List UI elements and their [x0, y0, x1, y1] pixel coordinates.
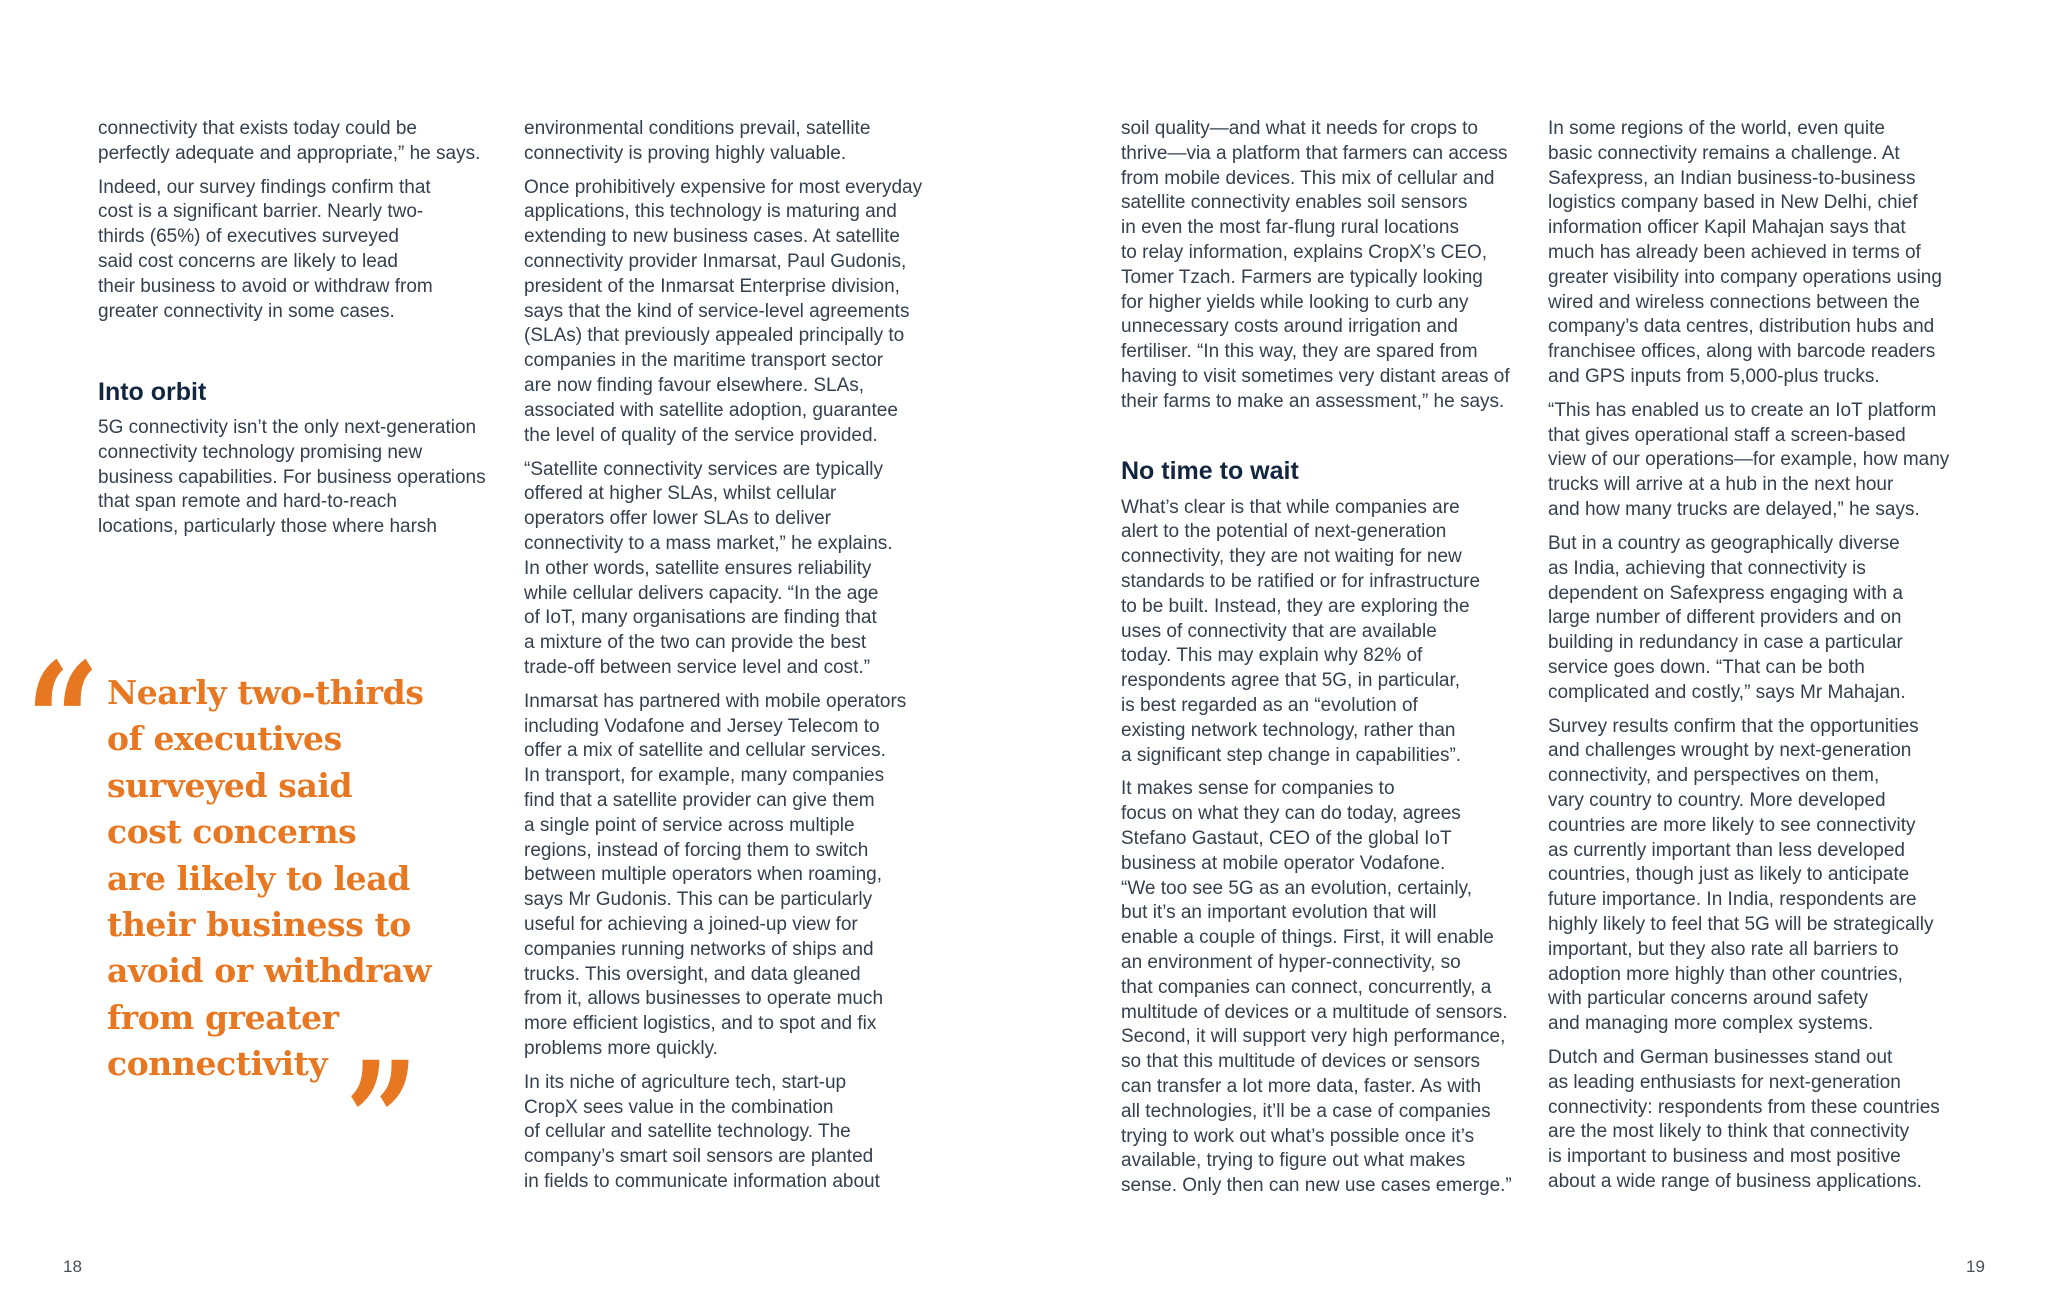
body-paragraph: Indeed, our survey findings confirm that cost is a significant barrier. Nearly two- thirds (65%) of executives surveyed said cost concerns are likely to lead their business to avoid or withdraw from greater connectivity in some cases.: [98, 176, 433, 322]
body-paragraph: In some regions of the world, even quite basic connectivity remains a challenge. At Safexpress, an Indian business-to-business logistics company based in New Delhi, chief information officer Kapil Mahajan says that much has already been achieved in terms of greater visibility into company operations using wired and wireless connections between the company’s data centres, distribution hubs and franchisee offices, along with barcode readers and GPS inputs from 5,000-plus trucks.: [1548, 118, 1942, 387]
section-heading-into-orbit: Into orbit: [98, 377, 207, 406]
pull-quote-line: avoid or withdraw: [107, 951, 432, 991]
body-paragraph: environmental conditions prevail, satellite connectivity is proving highly valuable.: [524, 118, 871, 164]
section-heading-no-time-to-wait: No time to wait: [1121, 457, 1299, 486]
body-paragraph: Survey results confirm that the opportunities and challenges wrought by next-generation connectivity, and perspectives on them, vary country to country. More developed countries are more likely to see connectivity as currently important than less developed countries, though just as likely to anticipate future importance. In India, respondents are highly likely to feel that 5G will be strategically important, but they also rate all barriers to adoption more highly than other countries, with particular concerns around safety and managing more complex systems.: [1548, 715, 1934, 1035]
body-paragraph: “This has enabled us to create an IoT platform that gives operational staff a screen-based view of our operations—for example, how many trucks will arrive at a hub in the next hour and how many trucks are delayed,” he says.: [1548, 399, 1950, 521]
body-paragraph: soil quality—and what it needs for crops to thrive—via a platform that farmers can access from mobile devices. This mix of cellular and satellite connectivity enables soil sensors in even the most far-flung rural locations to relay information, explains CropX’s CEO, Tomer Tzach. Farmers are typically looking for higher yields while looking to curb any unnecessary costs around irrigation and fertiliser. “In this way, they are spared from having to visit sometimes very distant areas of their farms to make an assessment,” he says.: [1121, 118, 1510, 412]
body-paragraph: Once prohibitively expensive for most everyday applications, this technology is maturing and extending to new business cases. At satellite connectivity provider Inmarsat, Paul Gudonis, president of the Inmarsat Enterprise division, says that the kind of service-level agreements (SLAs) that previously appealed principally to companies in the maritime transport sector are now finding favour elsewhere. SLAs, associated with satellite adoption, guarantee the level of quality of the service provided.: [524, 176, 923, 446]
pull-quote-line: Nearly two-thirds: [107, 673, 424, 712]
text-column-4: [1548, 117, 1958, 1204]
body-paragraph: Inmarsat has partnered with mobile operators including Vodafone and Jersey Telecom to offer a mix of satellite and cellular services. In transport, for example, many companies find that a satellite provider can give them a single point of service across multiple regions, instead of forcing them to switch between multiple operators when roaming, says Mr Gudonis. This can be particularly useful for achieving a joined-up view for companies running networks of ships and trucks. This oversight, and data gleaned from it, allows businesses to operate much more efficient logistics, and to spot and fix problems more quickly.: [524, 690, 907, 1059]
pull-quote: [107, 670, 431, 1088]
body-paragraph: 5G connectivity isn’t the only next-generation connectivity technology promising new business capabilities. For business operations that span remote and hard-to-reach locations, particularly those where harsh: [98, 416, 486, 538]
pull-quote-line: from greater: [107, 997, 339, 1037]
body-paragraph: What’s clear is that while companies are alert to the potential of next-generation connectivity, they are not waiting for new standards to be ratified or for infrastructure to be built. Instead, they are exploring the uses of connectivity that are available today. This may explain why 82% of respondents agree that 5G, in particular, is best regarded as an “evolution of existing network technology, rather than a significant step change in capabilities”.: [1121, 496, 1481, 766]
open-quote-mark: “: [26, 627, 100, 822]
pull-quote-line: their business to: [107, 905, 411, 945]
text-column-1: [98, 117, 508, 549]
close-quote-mark: ”: [345, 1026, 419, 1221]
pull-quote-line: surveyed said: [107, 765, 353, 805]
body-paragraph: connectivity that exists today could be perfectly adequate and appropriate,” he says.: [98, 118, 481, 164]
text-column-3: [1121, 117, 1531, 1208]
body-paragraph: Dutch and German businesses stand out as leading enthusiasts for next-generation connectivity: respondents from these countries are the most likely to think that connectivity is important to business and most positive about a wide range of business applications.: [1548, 1047, 1940, 1193]
body-paragraph: “Satellite connectivity services are typically offered at higher SLAs, whilst cellular operators offer lower SLAs to deliver connectivity to a mass market,” he explains. In other words, satellite ensures reliability while cellular delivers capacity. “In the age of IoT, many organisations are finding that a mixture of the two can provide the best trade-off between service level and cost.”: [524, 458, 893, 678]
pull-quote-line: cost concerns: [107, 812, 357, 852]
page-number: 19: [1966, 1257, 1985, 1276]
body-paragraph: But in a country as geographically diverse as India, achieving that connectivity is dependent on Safexpress engaging with a large number of different providers and on building in redundancy in case a particular service goes down. “That can be both complicated and costly,” says Mr Mahajan.: [1548, 532, 1906, 703]
right-page: [1024, 0, 2048, 1316]
page-number: 18: [63, 1257, 82, 1276]
pull-quote-line: are likely to lead: [107, 858, 410, 898]
body-paragraph: In its niche of agriculture tech, start-up CropX sees value in the combination of cellular and satellite technology. The company’s smart soil sensors are planted in fields to communicate information about: [524, 1071, 880, 1193]
text-column-2: [524, 117, 934, 1204]
pull-quote-line: connectivity: [107, 1044, 328, 1084]
body-paragraph: It makes sense for companies to focus on what they can do today, agrees Stefano Gastaut, CEO of the global IoT business at mobile operator Vodafone. “We too see 5G as an evolution, certainly, but it’s an important evolution that will enable a couple of things. First, it will enable an environment of hyper-connectivity, so that companies can connect, concurrently, a multitude of devices or a multitude of sensors. Second, it will support very high performance, so that this multitude of devices or sensors can transfer a lot more data, faster. As with all technologies, it’ll be a case of companies trying to work out what’s possible once it’s available, trying to figure out what makes sense. Only then can new use cases emerge.”: [1121, 778, 1512, 1197]
pull-quote-line: of executives: [107, 719, 342, 759]
